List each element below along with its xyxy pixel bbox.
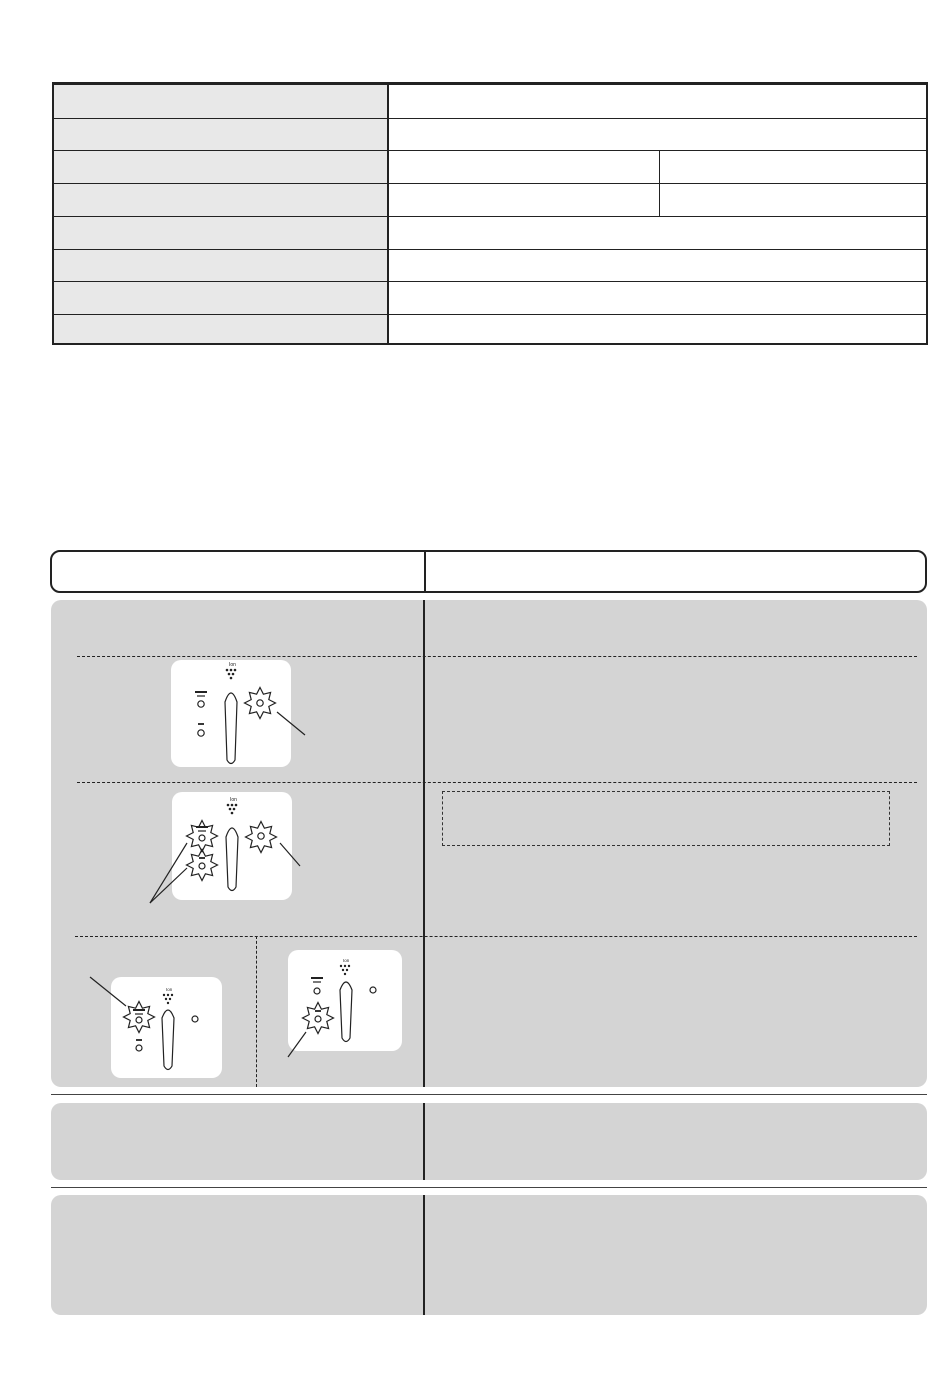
ion-icon — [340, 965, 350, 975]
lit-lamp-star-icon — [187, 821, 218, 852]
unlit-lamp-icon — [198, 701, 204, 707]
lit-lamp-star-icon — [245, 688, 276, 719]
unlit-lamp-icon — [198, 730, 204, 736]
slider-track — [226, 828, 238, 891]
ion-icon — [226, 669, 237, 680]
ion-label: Ion — [343, 958, 350, 963]
section-separator — [51, 1094, 927, 1095]
slider-track — [162, 1010, 174, 1070]
section-separator — [51, 1187, 927, 1188]
pointer-line — [277, 712, 305, 735]
unlit-lamp-icon — [192, 1016, 198, 1022]
ion-icon — [163, 994, 173, 1004]
column-divider — [423, 1195, 425, 1315]
slider-track — [340, 982, 352, 1042]
lit-lamp-star-icon — [246, 822, 277, 853]
slider-track — [225, 693, 237, 764]
lit-lamp-star-icon — [187, 850, 218, 881]
pointer-line — [90, 977, 126, 1006]
indicator-section-2 — [51, 1103, 927, 1180]
ion-label: Ion — [166, 987, 173, 992]
high-fan-icon — [311, 978, 323, 982]
pointer-line — [288, 1032, 306, 1057]
unlit-lamp-icon — [370, 987, 376, 993]
lit-lamp-star-icon — [303, 1003, 334, 1034]
panel-b — [150, 797, 300, 903]
pointer-line — [280, 843, 300, 866]
panel-a — [195, 662, 305, 764]
indicator-section-3 — [51, 1195, 927, 1315]
panel-d — [288, 958, 376, 1057]
column-divider — [423, 1103, 425, 1180]
ion-label: Ion — [230, 797, 237, 803]
ion-icon — [227, 804, 238, 815]
panel-c — [90, 977, 198, 1070]
high-fan-icon — [195, 692, 207, 696]
ion-label: Ion — [229, 662, 236, 668]
unlit-lamp-icon — [136, 1045, 142, 1051]
unlit-lamp-icon — [314, 988, 320, 994]
